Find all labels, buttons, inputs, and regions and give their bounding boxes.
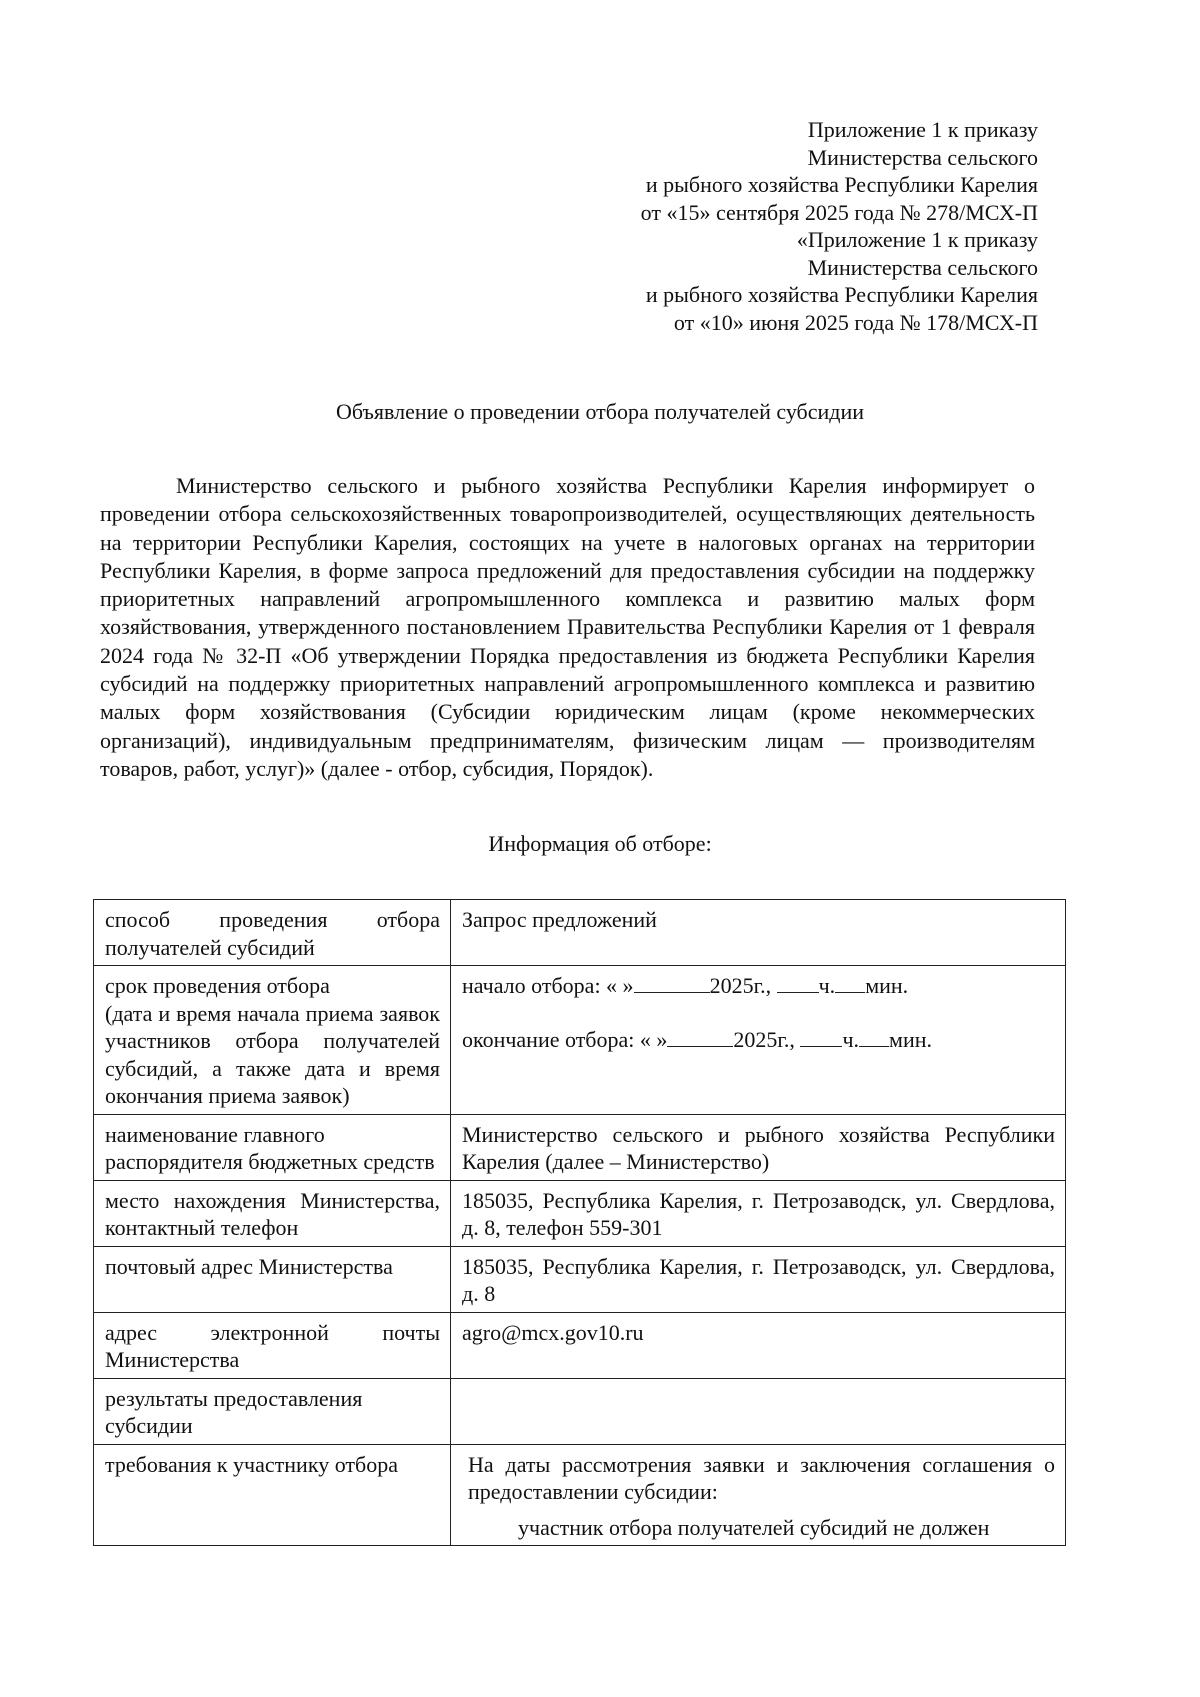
deadline-label-line: срок проведения отбора <box>105 973 330 998</box>
info-heading: Информация об отборе: <box>488 831 712 856</box>
row-label: результаты предоставления субсидии <box>94 1378 451 1444</box>
header-line: Министерства сельского <box>807 144 1038 170</box>
minutes-label: мин. <box>865 973 909 998</box>
row-value: 185035, Республика Карелия, г. Петрозаводск, ул. Свердлова, д. 8, телефон 559-301 <box>451 1180 1066 1246</box>
announcement-title: Объявление о проведении отбора получателей субсидии <box>335 399 865 424</box>
minutes-label: мин. <box>889 1026 932 1052</box>
row-value <box>451 1378 1066 1444</box>
deadline-label-details: (дата и время начала приема заявок участников отбора получателей субсидий, а также дата и время окончания приема заявок) <box>105 1000 440 1108</box>
header-line: Министерства сельского <box>807 254 1038 280</box>
table-row <box>94 966 1066 1115</box>
table-row <box>94 1180 1066 1246</box>
header-line: и рыбного хозяйства Республики Карелия <box>645 282 1038 307</box>
start-date-line <box>462 972 1055 1000</box>
table-row <box>94 900 1066 966</box>
end-year: 2025г., <box>733 1026 795 1052</box>
order-header <box>641 116 1038 336</box>
row-label: место нахождения Министерства, контактный телефон <box>94 1180 451 1246</box>
end-date-prefix: окончание отбора: « » <box>462 1026 668 1052</box>
intro-paragraph: Министерство сельского и рыбного хозяйства Республики Карелия информирует о проведении отбора сельскохозяйственных товаропроизводителей, осуществляющих деятельность на территории Республики Карелия, состоящих на учете в налоговых органах на территории Республики Карелия, в форме запроса предложений для предоставления субсидии на поддержку приоритетных направлений агропромышленного комплекса и развитию малых форм хозяйствования, утвержденного постановлением Правительства Республики Карелия от 1 февраля 2024 года № 32-П «Об утверждении Порядка предоставления из бюджета Республики Карелия субсидий на поддержку приоритетных направлений агропромышленного комплекса и развитию малых форм хозяйствования (Субсидии юридическим лицам (кроме некоммерческих организаций), индивидуальным предпринимателям, физическим лицам — производителям товаров, работ, услуг)» (далее - отбор, субсидия, Порядок). <box>100 473 1035 781</box>
row-label: требования к участнику отбора <box>94 1444 451 1546</box>
spacer <box>462 1000 1055 1026</box>
row-value <box>451 966 1066 1115</box>
header-line: и рыбного хозяйства Республики Карелия <box>645 172 1038 197</box>
row-value <box>451 1444 1066 1546</box>
row-label: способ проведения отбора получателей субсидий <box>94 900 451 966</box>
hours-label: ч. <box>818 973 836 998</box>
start-year: 2025г., <box>709 973 772 998</box>
date-blank <box>667 1026 733 1047</box>
header-line: Приложение 1 к приказу <box>807 117 1038 142</box>
start-date-prefix: начало отбора: « » <box>462 973 634 998</box>
hour-blank <box>777 972 819 993</box>
row-value <box>451 1312 1066 1378</box>
minute-blank <box>835 972 865 993</box>
row-label: почтовый адрес Министерства <box>94 1246 451 1312</box>
date-blank <box>634 972 710 993</box>
minute-blank <box>859 1026 889 1047</box>
table-row <box>94 1378 1066 1444</box>
requirements-text: участник отбора получателей субсидий не должен <box>518 1514 990 1540</box>
row-label <box>94 966 451 1115</box>
header-line: от «10» июня 2025 года № 178/МСХ-П <box>673 309 1038 335</box>
table-row <box>94 1246 1066 1312</box>
selection-info-table <box>93 899 1066 1546</box>
hour-blank <box>800 1026 842 1047</box>
table-row <box>94 1312 1066 1378</box>
table-row <box>94 1114 1066 1180</box>
header-line: от «15» сентября 2025 года № 278/МСХ-П <box>640 199 1038 225</box>
requirements-intro: На даты рассмотрения заявки и заключения соглашения о предоставлении субсидии: <box>468 1451 1055 1504</box>
row-label: адрес электронной почты Министерства <box>94 1312 451 1378</box>
row-value: 185035, Республика Карелия, г. Петрозаводск, ул. Свердлова, д. 8 <box>451 1246 1066 1312</box>
table-row <box>94 1444 1066 1546</box>
email-address: agro@mcx.gov10.ru <box>462 1319 644 1345</box>
row-value: Министерство сельского и рыбного хозяйства Республики Карелия (далее – Министерство) <box>451 1114 1066 1180</box>
end-date-line <box>462 1026 1055 1054</box>
row-value: Запрос предложений <box>451 900 1066 966</box>
row-label: наименование главного распорядителя бюджетных средств <box>94 1114 451 1180</box>
header-line: «Приложение 1 к приказу <box>796 227 1038 252</box>
hours-label: ч. <box>842 1026 860 1052</box>
